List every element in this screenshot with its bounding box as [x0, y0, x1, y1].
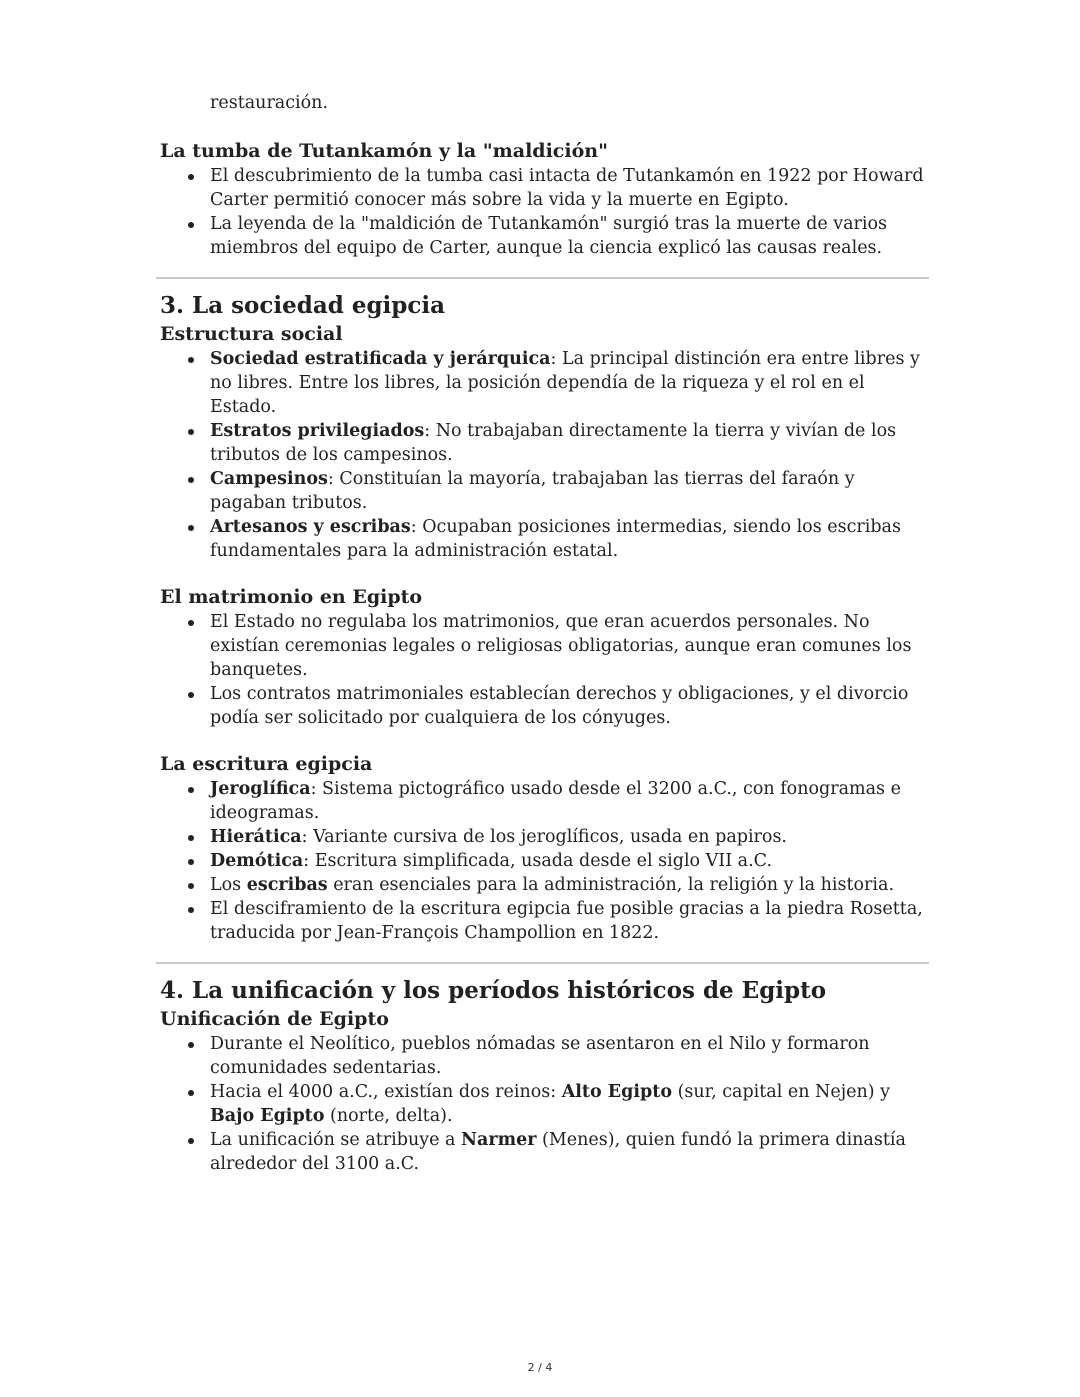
list-item: Hierática: Variante cursiva de los jeroglíficos, usada en papiros. [210, 825, 925, 849]
list-item: Estratos privilegiados: No trabajaban directamente la tierra y vivían de los tributos de los campesinos. [210, 419, 925, 467]
term: Narmer [461, 1130, 537, 1150]
tutankamon-list [160, 164, 925, 260]
list-item: La leyenda de la "maldición de Tutankamón" surgió tras la muerte de varios miembros del equipo de Carter, aunque la ciencia explicó las causas reales. [210, 212, 925, 260]
term: Sociedad estratificada y jerárquica [210, 349, 551, 369]
document-page [160, 91, 925, 1176]
escritura-heading: La escritura egipcia [160, 753, 373, 775]
term: Alto Egipto [561, 1082, 672, 1102]
matrimonio-heading: El matrimonio en Egipto [160, 586, 423, 608]
term: Hierática [210, 827, 302, 847]
escritura-list [160, 777, 925, 945]
unificacion-heading: Unificación de Egipto [160, 1008, 389, 1030]
section-3-heading: 3. La sociedad egipcia [160, 292, 446, 319]
term: Demótica [210, 851, 304, 871]
tutankamon-heading: La tumba de Tutankamón y la "maldición" [160, 140, 608, 162]
section-divider [156, 962, 929, 964]
list-item: Sociedad estratificada y jerárquica: La principal distinción era entre libres y no libres. Entre los libres, la posición dependía de la riqueza y el rol en el Estado. [210, 347, 925, 419]
list-item: El descubrimiento de la tumba casi intacta de Tutankamón en 1922 por Howard Carter permitió conocer más sobre la vida y la muerte en Egipto. [210, 166, 924, 210]
list-item: Los escribas eran esenciales para la administración, la religión y la historia. [210, 873, 925, 897]
unificacion-list [160, 1032, 925, 1176]
section-divider [156, 277, 929, 279]
list-item: Campesinos: Constituían la mayoría, trabajaban las tierras del faraón y pagaban tributos. [210, 467, 925, 515]
estructura-social-list [160, 347, 925, 563]
section-4-heading: 4. La unificación y los períodos históricos de Egipto [160, 977, 827, 1004]
term: Artesanos y escribas [210, 517, 411, 537]
list-item: La unificación se atribuye a Narmer (Menes), quien fundó la primera dinastía alrededor del 3100 a.C. [210, 1128, 925, 1176]
list-item: El desciframiento de la escritura egipcia fue posible gracias a la piedra Rosetta, traducida por Jean-François Champollion en 1822. [210, 897, 925, 945]
term: Campesinos [210, 469, 328, 489]
matrimonio-list [160, 610, 925, 730]
term: Estratos privilegiados [210, 421, 425, 441]
term: escribas [246, 875, 328, 895]
list-item: El Estado no regulaba los matrimonios, que eran acuerdos personales. No existían ceremonias legales o religiosas obligatorias, aunque eran comunes los banquetes. [210, 610, 925, 682]
term: Jeroglífica [210, 779, 311, 799]
list-item: Hacia el 4000 a.C., existían dos reinos: Alto Egipto (sur, capital en Nejen) y Bajo Egipto (norte, delta). [210, 1080, 925, 1128]
list-item: Artesanos y escribas: Ocupaban posiciones intermedias, siendo los escribas fundamentales para la administración estatal. [210, 515, 925, 563]
list-item: Demótica: Escritura simplificada, usada desde el siglo VII a.C. [210, 849, 925, 873]
list-item: Jeroglífica: Sistema pictográfico usado desde el 3200 a.C., con fonogramas e ideogramas. [210, 777, 925, 825]
list-item: Los contratos matrimoniales establecían derechos y obligaciones, y el divorcio podía ser solicitado por cualquiera de los cónyuges. [210, 682, 925, 730]
estructura-social-heading: Estructura social [160, 323, 343, 345]
term: Bajo Egipto [210, 1106, 325, 1126]
list-item: Durante el Neolítico, pueblos nómadas se asentaron en el Nilo y formaron comunidades sedentarias. [210, 1032, 925, 1080]
page-number: 2 / 4 [527, 1361, 553, 1374]
continuation-text: restauración. [210, 93, 329, 113]
